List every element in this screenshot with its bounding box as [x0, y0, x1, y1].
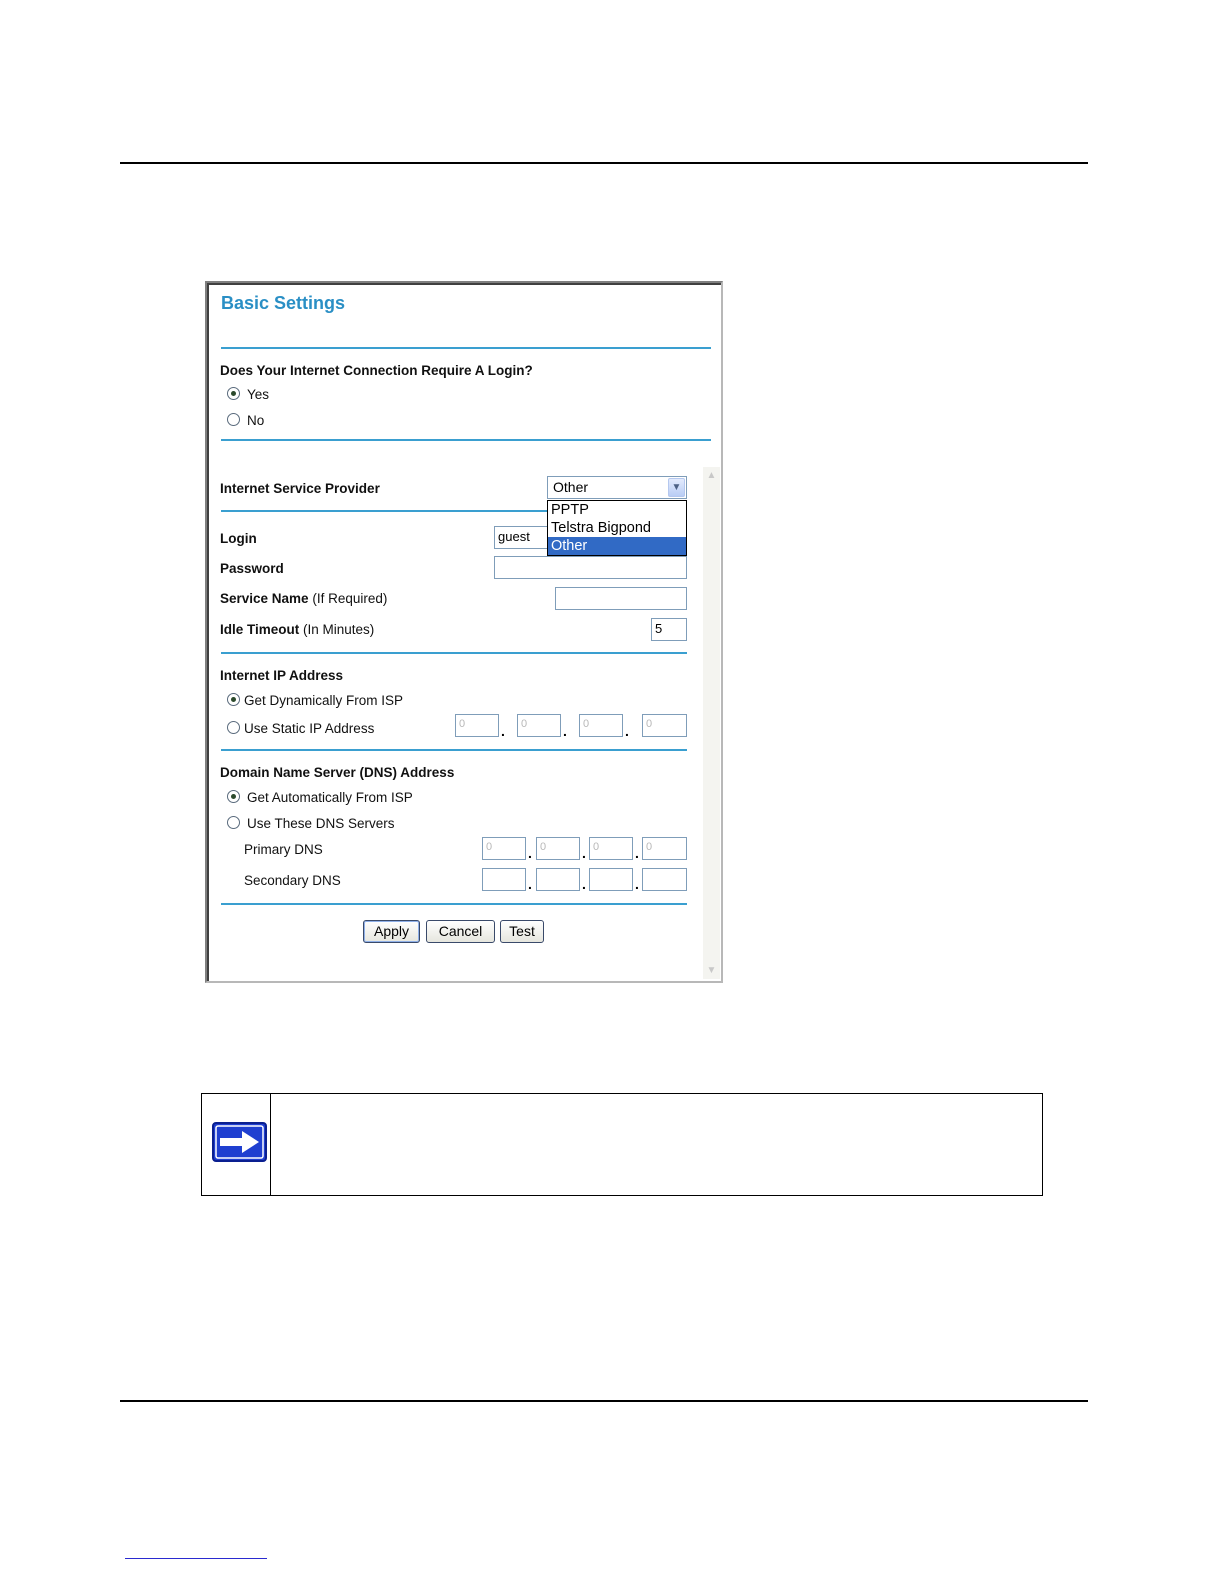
- apply-button[interactable]: Apply: [363, 920, 420, 943]
- ip-separator: .: [528, 845, 532, 861]
- ip-section-title: Internet IP Address: [220, 668, 344, 683]
- section-divider: [221, 749, 687, 751]
- section-divider: [221, 510, 547, 512]
- login-no-label: No: [247, 413, 265, 428]
- ip-separator: .: [635, 845, 639, 861]
- ip-static-radio[interactable]: [227, 721, 240, 734]
- cancel-button[interactable]: Cancel: [426, 920, 495, 943]
- footer-rule: [120, 1400, 1088, 1402]
- primary-dns-octet-1[interactable]: 0: [482, 837, 526, 860]
- header-rule: [120, 162, 1088, 164]
- scroll-up-icon[interactable]: ▲: [706, 470, 717, 481]
- primary-dns-octet-3[interactable]: 0: [589, 837, 633, 860]
- scrollbar[interactable]: [703, 467, 720, 979]
- note-cell-divider: [270, 1094, 271, 1195]
- idle-timeout-hint: (In Minutes): [303, 622, 375, 637]
- dns-section-title: Domain Name Server (DNS) Address: [220, 765, 455, 780]
- note-box: [201, 1093, 1043, 1196]
- arrow-right-icon: [212, 1122, 267, 1162]
- dns-auto-label: Get Automatically From ISP: [247, 790, 413, 805]
- ip-dynamic-label: Get Dynamically From ISP: [244, 693, 404, 708]
- secondary-dns-octet-3[interactable]: [589, 868, 633, 891]
- password-label: Password: [220, 561, 284, 576]
- ip-static-label: Use Static IP Address: [244, 721, 375, 736]
- section-divider: [221, 347, 711, 349]
- service-name-hint: (If Required): [312, 591, 388, 606]
- isp-select-value: Other: [553, 479, 589, 495]
- secondary-dns-octet-2[interactable]: [536, 868, 580, 891]
- service-name-title: Service Name: [220, 591, 309, 606]
- static-ip-octet-4[interactable]: 0: [642, 714, 687, 737]
- static-ip-octet-3[interactable]: 0: [579, 714, 623, 737]
- idle-timeout-label: [220, 622, 374, 637]
- static-ip-octet-1[interactable]: 0: [455, 714, 499, 737]
- idle-timeout-input[interactable]: 5: [651, 618, 687, 641]
- service-name-input[interactable]: [555, 587, 687, 610]
- section-divider: [221, 903, 687, 905]
- test-button[interactable]: Test: [500, 920, 544, 943]
- secondary-dns-octet-1[interactable]: [482, 868, 526, 891]
- primary-dns-label: Primary DNS: [244, 842, 323, 857]
- ip-separator: .: [582, 876, 586, 892]
- dns-auto-radio[interactable]: [227, 790, 240, 803]
- login-question: Does Your Internet Connection Require A Login?: [220, 363, 533, 378]
- basic-settings-panel: [205, 281, 723, 983]
- dns-manual-label: Use These DNS Servers: [247, 816, 395, 831]
- footer-link-underline: [125, 1558, 267, 1559]
- login-no-radio[interactable]: [227, 413, 240, 426]
- section-divider: [221, 652, 687, 654]
- primary-dns-octet-4[interactable]: 0: [642, 837, 687, 860]
- ip-separator: .: [528, 876, 532, 892]
- dns-manual-radio[interactable]: [227, 816, 240, 829]
- ip-separator: .: [563, 723, 567, 739]
- static-ip-octet-2[interactable]: 0: [517, 714, 561, 737]
- isp-option-other[interactable]: Other: [548, 537, 686, 555]
- secondary-dns-octet-4[interactable]: [642, 868, 687, 891]
- secondary-dns-label: Secondary DNS: [244, 873, 341, 888]
- isp-dropdown-list: [547, 500, 687, 556]
- login-yes-label: Yes: [247, 387, 270, 402]
- ip-separator: .: [625, 723, 629, 739]
- scroll-down-icon[interactable]: ▼: [706, 965, 717, 976]
- ip-separator: .: [635, 876, 639, 892]
- ip-separator: .: [501, 723, 505, 739]
- isp-label: Internet Service Provider: [220, 481, 380, 496]
- password-input[interactable]: [494, 556, 687, 579]
- ip-dynamic-radio[interactable]: [227, 693, 240, 706]
- section-divider: [221, 439, 711, 441]
- isp-option-pptp[interactable]: PPTP: [551, 502, 589, 518]
- page-title: Basic Settings: [221, 293, 346, 313]
- login-yes-radio[interactable]: [227, 387, 240, 400]
- primary-dns-octet-2[interactable]: 0: [536, 837, 580, 860]
- chevron-down-icon[interactable]: ▼: [668, 478, 685, 497]
- idle-timeout-title: Idle Timeout: [220, 622, 300, 637]
- isp-option-telstra-bigpond[interactable]: Telstra Bigpond: [551, 520, 651, 536]
- login-input[interactable]: guest: [494, 526, 687, 549]
- login-label: Login: [220, 531, 257, 546]
- isp-select[interactable]: [547, 476, 687, 499]
- ip-separator: .: [582, 845, 586, 861]
- service-name-label: [220, 591, 387, 606]
